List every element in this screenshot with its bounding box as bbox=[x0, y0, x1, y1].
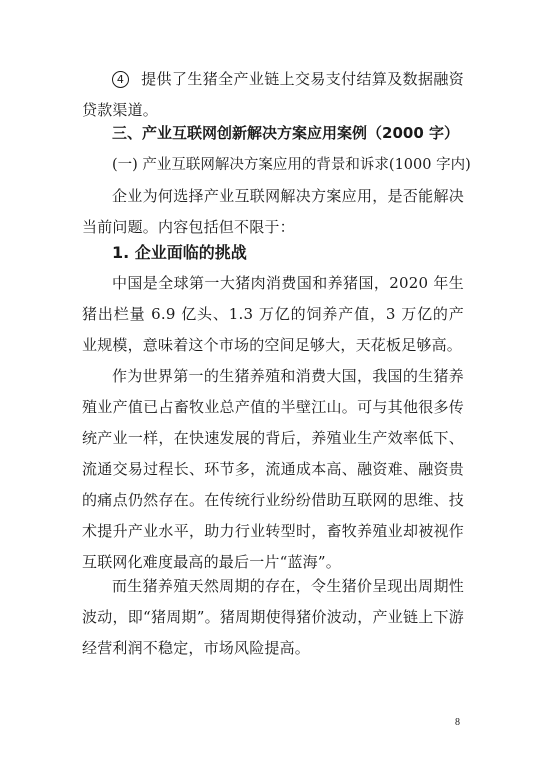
list-item-4 bbox=[82, 64, 464, 126]
subsection-heading: (一) 产业互联网解决方案应用的背景和诉求(1000 字内) bbox=[112, 157, 471, 173]
section-heading: 三、产业互联网创新解决方案应用案例（2000 字） bbox=[112, 124, 459, 142]
subheading-challenges: 1. 企业面临的挑战 bbox=[112, 243, 247, 262]
body-paragraph: 中国是全球第一大猪肉消费国和养猪国，2020 年生猪出栏量 6.9 亿头、1.3 万亿的饲养产值，3 万亿的产业规模，意味着这个市场的空间足够大，天花板足够高。 bbox=[82, 274, 464, 354]
page-number: 8 bbox=[455, 717, 460, 728]
intro-paragraph: 企业为何选择产业互联网解决方案应用，是否能解决当前问题。内容包括但不限于： bbox=[82, 187, 464, 236]
list-item-4-text: 提供了生猪全产业链上交易支付结算及数据融资贷款渠道。 bbox=[82, 70, 464, 119]
circled-number-marker: 4 bbox=[112, 71, 129, 88]
body-paragraph: 作为世界第一的生猪养殖和消费大国，我国的生猪养殖业产值已占畜牧业总产值的半壁江山。可与其他很多传统产业一样，在快速发展的背后，养殖业生产效率低下、流通交易过程长、环节多，流通成本高、融资难、融资贵的痛点仍然存在。在传统行业纷纷借助互联网的思维、技术提升产业水平，助力行业转型时，畜牧养殖业却被视作互联网化难度最高的最后一片“蓝海”。 bbox=[82, 367, 464, 571]
body-paragraph: 而生猪养殖天然周期的存在，令生猪价呈现出周期性波动，即“猪周期”。猪周期使得猪价波动，产业链上下游经营利润不稳定，市场风险提高。 bbox=[82, 577, 464, 657]
